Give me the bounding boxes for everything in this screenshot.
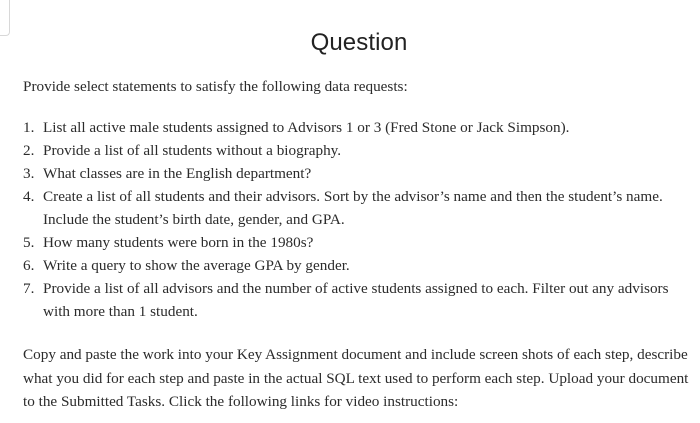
list-item [23, 162, 698, 185]
list-item-text: What classes are in the English department? [43, 165, 312, 182]
list-item [23, 277, 698, 323]
list-item-number: 7. [23, 280, 35, 297]
list-item [23, 185, 698, 231]
list-item-text: How many students were born in the 1980s? [43, 234, 314, 251]
list-item-text: Provide a list of all advisors and the number of active students assigned to each. Filter out any advisors with more than 1 student. [43, 280, 669, 320]
list-item-number: 2. [23, 142, 35, 159]
list-item-number: 4. [23, 188, 35, 205]
list-item-text: Write a query to show the average GPA by gender. [43, 257, 350, 274]
outro-text: Copy and paste the work into your Key Assignment document and include screen shots of each step, describe what you did for each step and paste in the actual SQL text used to perform each step. Upload your document to the Submitted Tasks. Click the following links for video instructions: [23, 346, 689, 410]
list-item-text: List all active male students assigned to Advisors 1 or 3 (Fred Stone or Jack Simpson). [43, 119, 570, 136]
request-list [23, 116, 698, 323]
list-item [23, 139, 698, 162]
list-item-number: 3. [23, 165, 35, 182]
list-item-text: Provide a list of all students without a biography. [43, 142, 342, 159]
intro-text: Provide select statements to satisfy the following data requests: [23, 78, 408, 95]
list-item [23, 116, 698, 139]
list-item [23, 231, 698, 254]
list-item-number: 5. [23, 234, 35, 251]
list-item-number: 6. [23, 257, 35, 274]
list-item [23, 254, 698, 277]
question-body [23, 75, 698, 414]
page-title: Question [310, 29, 408, 56]
list-item-text: Create a list of all students and their advisors. Sort by the advisor’s name and then the student’s name. Include the student’s birth date, gender, and GPA. [43, 188, 663, 228]
list-item-number: 1. [23, 119, 35, 136]
